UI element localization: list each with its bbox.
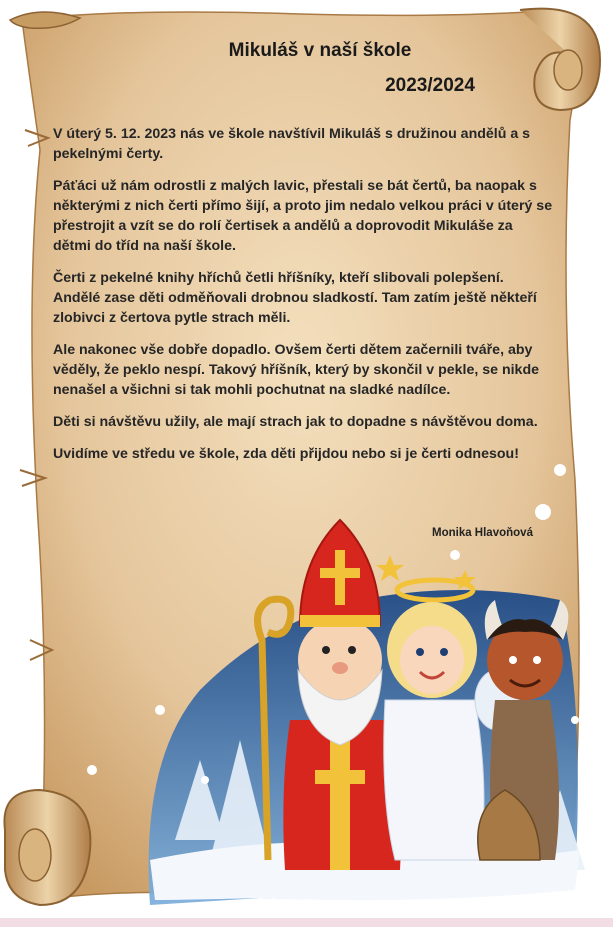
paragraph: V úterý 5. 12. 2023 nás ve škole navštívil Mikuláš s družinou andělů a s pekelnými čerty. — [53, 126, 531, 162]
school-year: 2023/2024 — [385, 75, 475, 96]
scroll-curl-bottom-left — [4, 790, 90, 905]
paragraph: Děti si návštěvu užily, ale mají strach jak to dopadne s návštěvou doma. — [53, 414, 538, 430]
paragraph: Páťáci už nám odrostli z malých lavic, přestali se bát čertů, ba naopak s některými z nich čerti přímo šijí, a proto jim nedalo velkou práci v úterý se přestrojit a vzít se do rolí čertisek a andělů a doprovodit Mikuláše za dětmi do tříd na naší škole. — [53, 178, 553, 254]
article-body — [53, 124, 553, 476]
paragraph: Ale nakonec vše dobře dopadlo. Ovšem čerti dětem začernili tváře, aby věděly, že peklo nespí. Takový hříšník, který by skončil v pekle, se nikde nenašel a všichni si tak mohli pochutnat na sladké nadílce. — [53, 342, 540, 398]
paragraph: Uvidíme ve středu ve škole, zda děti přijdou nebo si je čerti odnesou! — [53, 446, 519, 462]
page-title: Mikuláš v naší škole — [228, 40, 412, 61]
paragraph: Čerti z pekelné knihy hříchů četli hříšníky, kteří slibovali polepšení. Andělé zase děti odměňovali drobnou sladkostí. Tam zatím ještě někteří zlobivci z čertova pytle strach měli. — [53, 270, 537, 326]
bottom-border — [0, 918, 613, 927]
author-signature: Monika Hlavoňová — [432, 527, 533, 539]
